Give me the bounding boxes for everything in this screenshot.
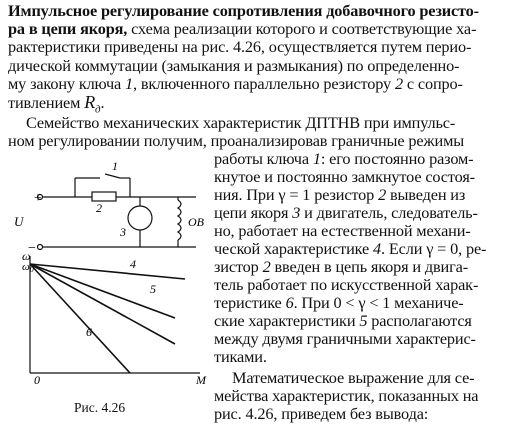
resistor-2 (92, 192, 116, 201)
right-line12: тиками. (214, 347, 267, 366)
curve-4-label: 4 (130, 257, 136, 271)
resistor-ref: 2 (394, 74, 403, 93)
label-1: 1 (112, 159, 118, 173)
text-span: , включенного параллельно резистору (132, 74, 395, 93)
text-span: му закону ключа (8, 74, 125, 93)
right-line10 (214, 312, 472, 330)
key-switch (105, 174, 120, 178)
curve-6 (30, 264, 130, 373)
armature-ref: 3 (292, 203, 301, 222)
m-axis-label: M (196, 373, 206, 387)
right-line14: мейства характеристик, показанных на (214, 386, 479, 405)
text-span: теристике (214, 293, 286, 312)
curve-6-label: 6 (86, 325, 92, 339)
key-ref: 1 (312, 149, 321, 168)
para1-line5 (8, 75, 463, 93)
para1-line1 (8, 2, 479, 20)
figure-4-26 (0, 148, 212, 400)
right-line13: Математическое выражение для се- (232, 368, 475, 387)
voltage-label: U (14, 214, 24, 229)
heading-text: Импульсное регулирование сопротивления добавочного резисто- (8, 1, 479, 20)
text-span: . При 0 < γ < 1 механиче- (293, 293, 464, 312)
text-span: с сопро- (402, 74, 463, 93)
field-winding (178, 200, 181, 240)
text-span: ния. При γ = 1 резистор (214, 185, 379, 204)
resistance-symbol: R (84, 92, 96, 112)
motor-armature (128, 206, 152, 230)
text-span: зистор (214, 257, 263, 276)
text-span: и двигатель, следователь- (300, 203, 478, 222)
curve-ref: 5 (359, 311, 368, 330)
omega-axis-label: ω (22, 249, 31, 263)
curve-ref: 4 (373, 239, 382, 258)
para1-line3: рактеристики приведены на рис. 4.26, осуществляется путем перио- (8, 37, 472, 56)
right-line5: но, работает на естественной механи- (214, 221, 471, 240)
text-span: ческой характеристике (214, 239, 374, 258)
para2-line2: ном регулировании получим, проанализировав граничные режимы (8, 131, 465, 150)
plus-label: + (34, 191, 42, 206)
text-span: : его постоянно разом- (320, 149, 474, 168)
para1-line2 (8, 20, 476, 38)
para1-line4: дической коммутации (замыкания и размыкания) по определенно- (8, 56, 460, 75)
text-span: . (100, 93, 105, 112)
curve-5-label: 5 (150, 282, 156, 296)
label-2: 2 (96, 201, 102, 215)
right-line2: кнутое и постоянно замкнутое состоя- (214, 167, 475, 186)
curve-ref: 6 (285, 293, 294, 312)
key-ref: 1 (124, 74, 133, 93)
right-line6 (214, 240, 486, 258)
text-span: ские характеристики (214, 311, 360, 330)
figure-caption: Рис. 4.26 (74, 400, 126, 415)
text-span: . Если γ = 0, ре- (381, 239, 487, 258)
heading-text-cont: ра в цепи якоря, (8, 19, 128, 38)
label-3: 3 (120, 225, 126, 239)
para2-line1: Семейство механических характеристик ДПТНВ при импульс- (26, 113, 456, 132)
text-span: располагаются (367, 311, 472, 330)
text-span: цепи якоря (214, 203, 293, 222)
text-span: работы ключа (214, 149, 313, 168)
text-span: схема реализации которого и соответствующие ха- (127, 19, 477, 38)
resistor-ref: 2 (378, 185, 387, 204)
minus-label: − (28, 241, 36, 256)
right-line7 (214, 258, 468, 276)
text-span: тивлением (8, 93, 85, 112)
resistance-subscript: д (95, 103, 101, 116)
terminal-bottom (38, 245, 43, 250)
right-line8: тель работает по искусственной харак- (214, 275, 479, 294)
right-line1 (214, 150, 473, 168)
resistor-ref: 2 (262, 257, 271, 276)
right-line15: рис. 4.26, приведем без вывода: (214, 404, 429, 423)
text-span: введен в цепь якоря и двига- (270, 257, 468, 276)
label-ov: ОВ (188, 215, 204, 229)
right-line9 (214, 294, 464, 312)
origin-label: 0 (34, 373, 40, 387)
omega0-label: ω0 (22, 261, 34, 274)
right-line11: между двумя граничными характерис- (214, 329, 476, 348)
right-line4 (214, 204, 478, 222)
text-span: выведен из (386, 185, 466, 204)
right-line3 (214, 186, 465, 204)
